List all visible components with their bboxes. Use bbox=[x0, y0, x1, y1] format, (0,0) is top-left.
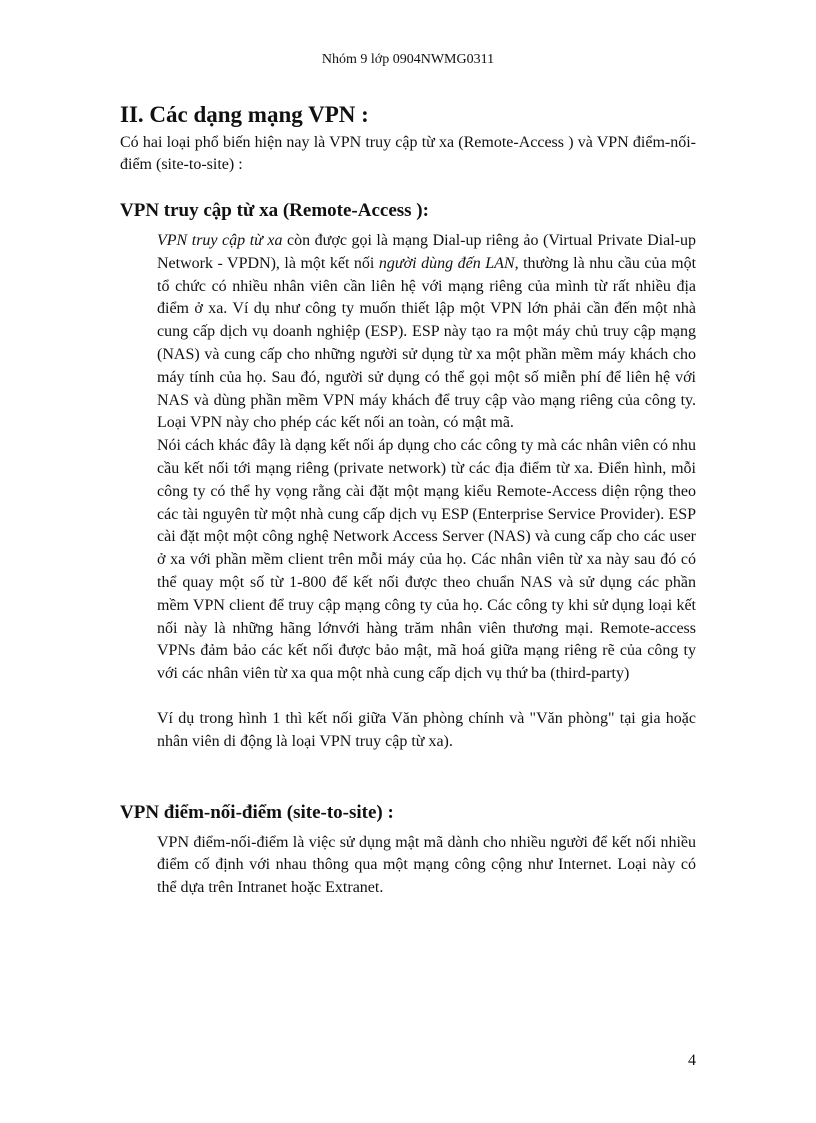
remote-access-body bbox=[157, 230, 696, 754]
paragraph-text: , thường là nhu cầu của một tổ chức có nhiều nhân viên cần liên hệ với mạng riêng của mình từ rất nhiều địa điểm ở xa. Ví dụ như công ty muốn thiết lập một VPN lớn phải cần đến một nhà cung cấp dịch vụ doanh nghiệp (ESP). ESP này tạo ra một máy chủ truy cập mạng (NAS) và cung cấp cho những người sử dụng từ xa một phần mềm máy khách cho máy tính của họ. Sau đó, người sử dụng có thể gọi một số miễn phí để liên hệ với NAS và dùng phần mềm VPN máy khách để truy cập vào mạng riêng của công ty. Loại VPN này cho phép các kết nối an toàn, có mật mã. bbox=[157, 254, 697, 432]
remote-access-paragraph-1 bbox=[157, 230, 696, 435]
page-content bbox=[120, 100, 696, 900]
spacer bbox=[157, 686, 696, 708]
site-to-site-heading: VPN điểm-nối-điểm (site-to-site) : bbox=[120, 801, 394, 823]
term-italic: người dùng đến LAN bbox=[378, 254, 515, 272]
page-number: 4 bbox=[688, 1052, 696, 1069]
intro-paragraph: Có hai loại phổ biến hiện nay là VPN truy cập từ xa (Remote-Access ) và VPN điểm-nối-điểm (site-to-site) : bbox=[120, 134, 696, 173]
page-header: Nhóm 9 lớp 0904NWMG0311 bbox=[321, 52, 495, 67]
site-to-site-paragraph-1: VPN điểm-nối-điểm là việc sử dụng mật mã dành cho nhiều người để kết nối nhiều điểm cố định với nhau thông qua một mạng công cộng như Internet. Loại này có thể dựa trên Intranet hoặc Extranet. bbox=[157, 833, 696, 897]
remote-access-heading: VPN truy cập từ xa (Remote-Access ): bbox=[120, 200, 429, 221]
term-italic: VPN truy cập từ xa bbox=[157, 232, 283, 249]
site-to-site-body bbox=[157, 832, 696, 900]
section-title: II. Các dạng mạng VPN : bbox=[120, 102, 369, 127]
paragraph-text: còn được gọi là mạng Dial-up riêng ảo (Virtual Private Dial-up Network - VPDN), là một kết nối bbox=[157, 232, 697, 272]
remote-access-paragraph-3: Ví dụ trong hình 1 thì kết nối giữa Văn phòng chính và "Văn phòng" tại gia hoặc nhân viên di động là loại VPN truy cập từ xa). bbox=[157, 709, 696, 750]
remote-access-paragraph-2: Nói cách khác đây là dạng kết nối áp dụng cho các công ty mà các nhân viên có nhu cầu kết nối tới mạng riêng (private network) từ các địa điểm từ xa. Điển hình, mỗi công ty có thể hy vọng rằng cài đặt một mạng kiểu Remote-Access diện rộng theo các tài nguyên từ một nhà cung cấp dịch vụ ESP (Enterprise Service Provider). ESP cài đặt một một công nghệ Network Access Server (NAS) và cung cấp cho các user ở xa với phần mềm client trên mỗi máy của họ. Các nhân viên từ xa này sau đó có thể quay một số từ 1-800 để kết nối được theo chuẩn NAS và sử dụng các phần mềm VPN client để truy cập mạng công ty của họ. Các công ty khi sử dụng loại kết nối này là những hãng lớnvới hàng trăm nhân viên thương mại. Remote-access VPNs đảm bảo các kết nối được bảo mật, mã hoá giữa mạng riêng rẽ của công ty với các nhân viên từ xa qua một nhà cung cấp dịch vụ thứ ba (third-party) bbox=[157, 437, 696, 683]
